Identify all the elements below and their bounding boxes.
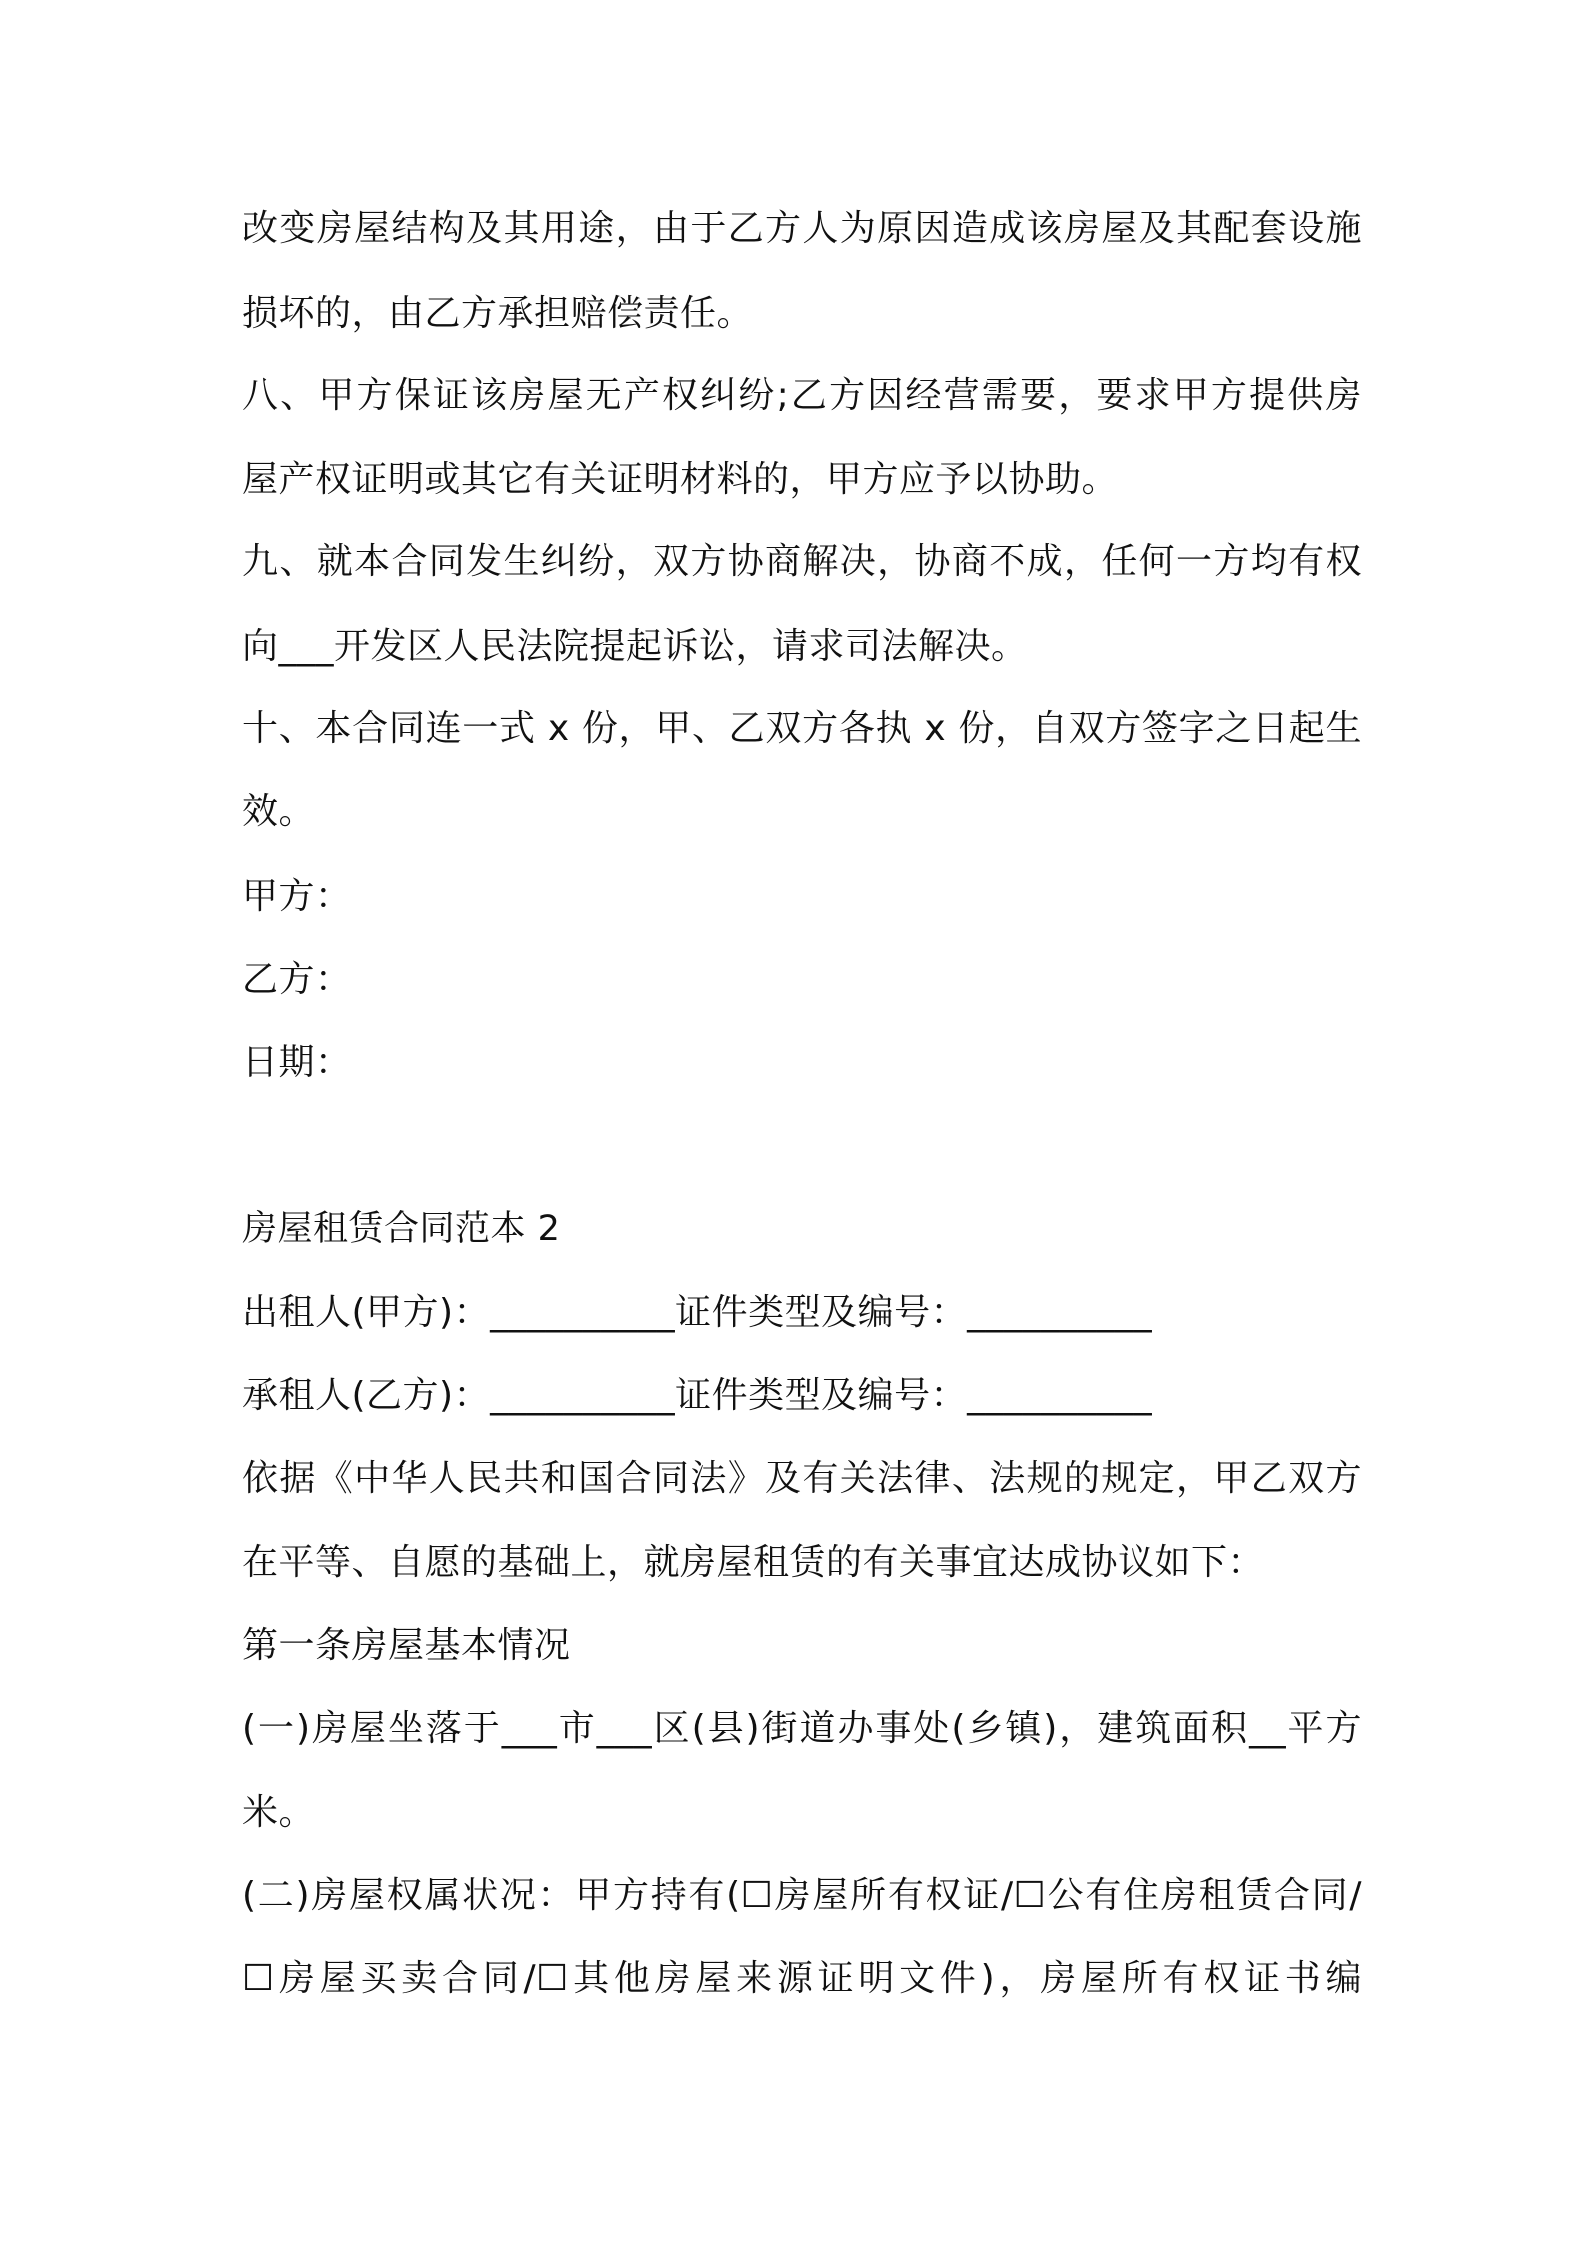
article-1-item-1-line-2: 米。 bbox=[242, 1792, 316, 1833]
clause-9-line-1: 九、就本合同发生纠纷，双方协商解决，协商不成，任何一方均有权 bbox=[242, 541, 1362, 582]
party-a-signature-label: 甲方： bbox=[242, 876, 352, 917]
date-label: 日期： bbox=[242, 1042, 352, 1083]
clause-7-continued-line-1: 改变房屋结构及其用途，由于乙方人为原因造成该房屋及其配套设施 bbox=[242, 208, 1362, 249]
lessee-line: 承租人(乙方)：__________证件类型及编号：__________ bbox=[242, 1375, 1153, 1416]
party-b-signature-label: 乙方： bbox=[242, 959, 352, 1000]
preamble-line-2: 在平等、自愿的基础上，就房屋租赁的有关事宜达成协议如下： bbox=[242, 1542, 1265, 1583]
clause-8-line-1: 八、甲方保证该房屋无产权纠纷;乙方因经营需要，要求甲方提供房 bbox=[242, 375, 1362, 416]
section-title: 房屋租赁合同范本 2 bbox=[242, 1209, 561, 1249]
article-1-item-1-line-1: (一)房屋坐落于___市___区(县)街道办事处(乡镇)，建筑面积__平方 bbox=[242, 1708, 1362, 1749]
article-1-heading: 第一条房屋基本情况 bbox=[242, 1625, 571, 1666]
clause-10-line-1: 十、本合同连一式 x 份，甲、乙双方各执 x 份，自双方签字之日起生 bbox=[242, 708, 1362, 749]
clause-10-line-2: 效。 bbox=[242, 791, 316, 832]
clause-7-continued-line-2: 损坏的，由乙方承担赔偿责任。 bbox=[242, 293, 754, 334]
article-1-item-2-line-2: ☐房屋买卖合同/☐其他房屋来源证明文件)，房屋所有权证书编 bbox=[242, 1958, 1362, 1999]
lessor-line: 出租人(甲方)：__________证件类型及编号：__________ bbox=[242, 1292, 1153, 1333]
article-1-item-2-line-1: (二)房屋权属状况：甲方持有(☐房屋所有权证/☐公有住房租赁合同/ bbox=[242, 1875, 1362, 1916]
clause-8-line-2: 屋产权证明或其它有关证明材料的，甲方应予以协助。 bbox=[242, 459, 1119, 500]
preamble-line-1: 依据《中华人民共和国合同法》及有关法律、法规的规定，甲乙双方 bbox=[242, 1458, 1362, 1499]
clause-9-line-2: 向___开发区人民法院提起诉讼，请求司法解决。 bbox=[242, 626, 1028, 667]
